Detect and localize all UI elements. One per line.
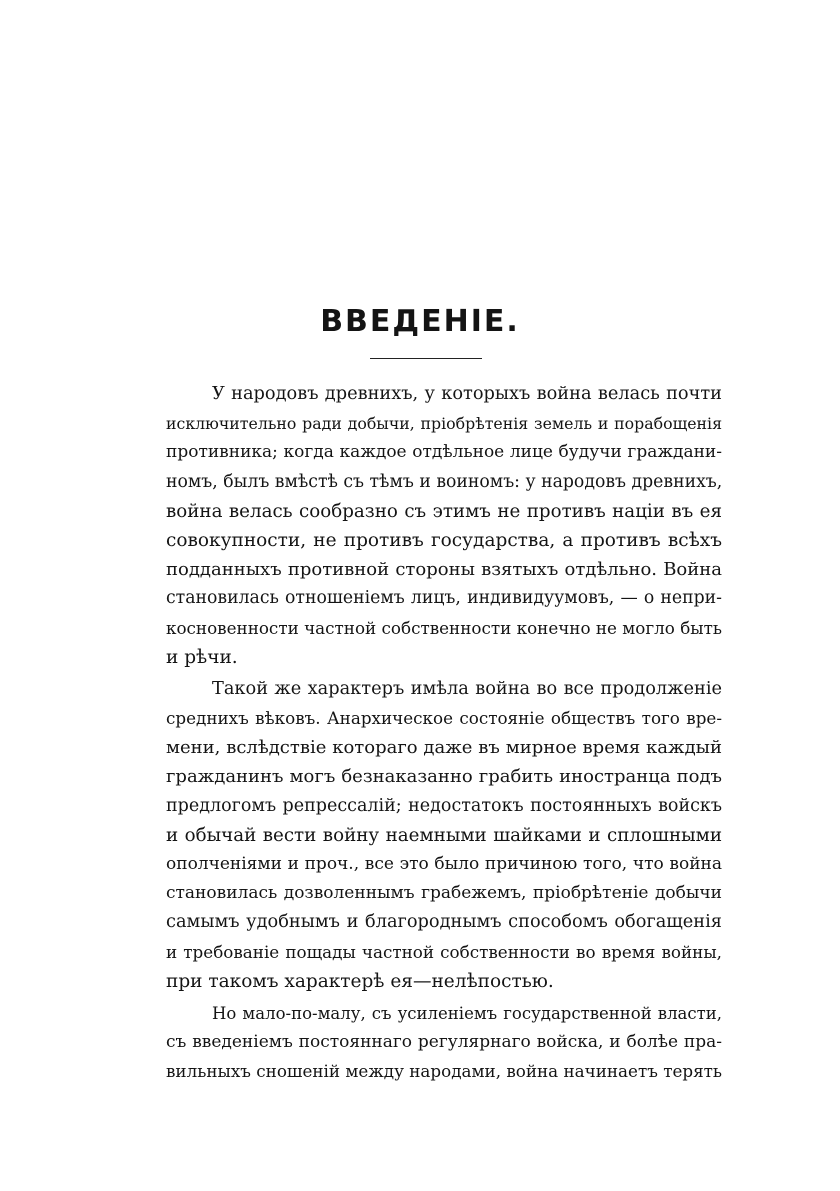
text-line: подданныхъ противной стороны взятыхъ отдѣльно. Война: [166, 559, 722, 581]
chapter-title: ВВЕДЕНІЕ.: [320, 304, 520, 339]
text-line: номъ, былъ вмѣстѣ съ тѣмъ и воиномъ: у народовъ древнихъ,: [166, 471, 723, 492]
paragraph-2: [166, 675, 722, 996]
text-line: Но мало-по-малу, съ усиленіемъ государственной власти,: [212, 1003, 722, 1023]
text-line: противника; когда каждое отдѣльное лице будучи граждани-: [166, 442, 722, 463]
text-line: и рѣчи.: [166, 646, 238, 668]
text-line: предлогомъ репрессалій; недостатокъ постоянныхъ войскъ: [166, 795, 722, 816]
text-line: становилась отношеніемъ лицъ, индивидуумовъ, — о непри-: [166, 588, 722, 609]
text-line: гражданинъ могъ безнаказанно грабить иностранца подъ: [166, 766, 722, 788]
text-line: съ введеніемъ постояннаго регулярнаго войска, и болѣе пра-: [166, 1032, 722, 1053]
text-line: Такой же характеръ имѣла война во все продолженіе: [212, 678, 722, 699]
paragraph-3: [166, 999, 722, 1087]
text-line: война велась сообразно съ этимъ не противъ націи въ ея: [166, 500, 722, 522]
body-text: [166, 380, 722, 1087]
text-line: косновенности частной собственности конечно не могло быть: [166, 617, 723, 638]
text-line: самымъ удобнымъ и благороднымъ способомъ обогащенія: [166, 912, 722, 933]
title-divider: [370, 358, 482, 359]
text-line: ополченіями и проч., все это было причиною того, что война: [166, 854, 722, 874]
text-line: мени, вслѣдствіе котораго даже въ мирное время каждый: [166, 737, 722, 759]
text-line: совокупности, не противъ государства, а противъ всѣхъ: [166, 529, 722, 551]
text-line: У народовъ древнихъ, у которыхъ война велась почти: [212, 384, 722, 404]
text-line: становилась дозволеннымъ грабежемъ, пріобрѣтеніе добычи: [166, 883, 722, 904]
text-line: и обычай вести войну наемными шайками и сплошными: [166, 824, 722, 846]
text-line: среднихъ вѣковъ. Анархическое состояніе обществъ того вре-: [166, 708, 722, 729]
paragraph-1: [166, 380, 722, 672]
text-line: вильныхъ сношеній между народами, война начинаетъ терять: [166, 1061, 723, 1082]
text-line: при такомъ характерѣ ея—нелѣпостью.: [166, 970, 554, 992]
text-line: и требованіе пощады частной собственности во время войны,: [166, 941, 722, 962]
text-line: исключительно ради добычи, пріобрѣтенія земель и порабощенія: [166, 414, 722, 434]
